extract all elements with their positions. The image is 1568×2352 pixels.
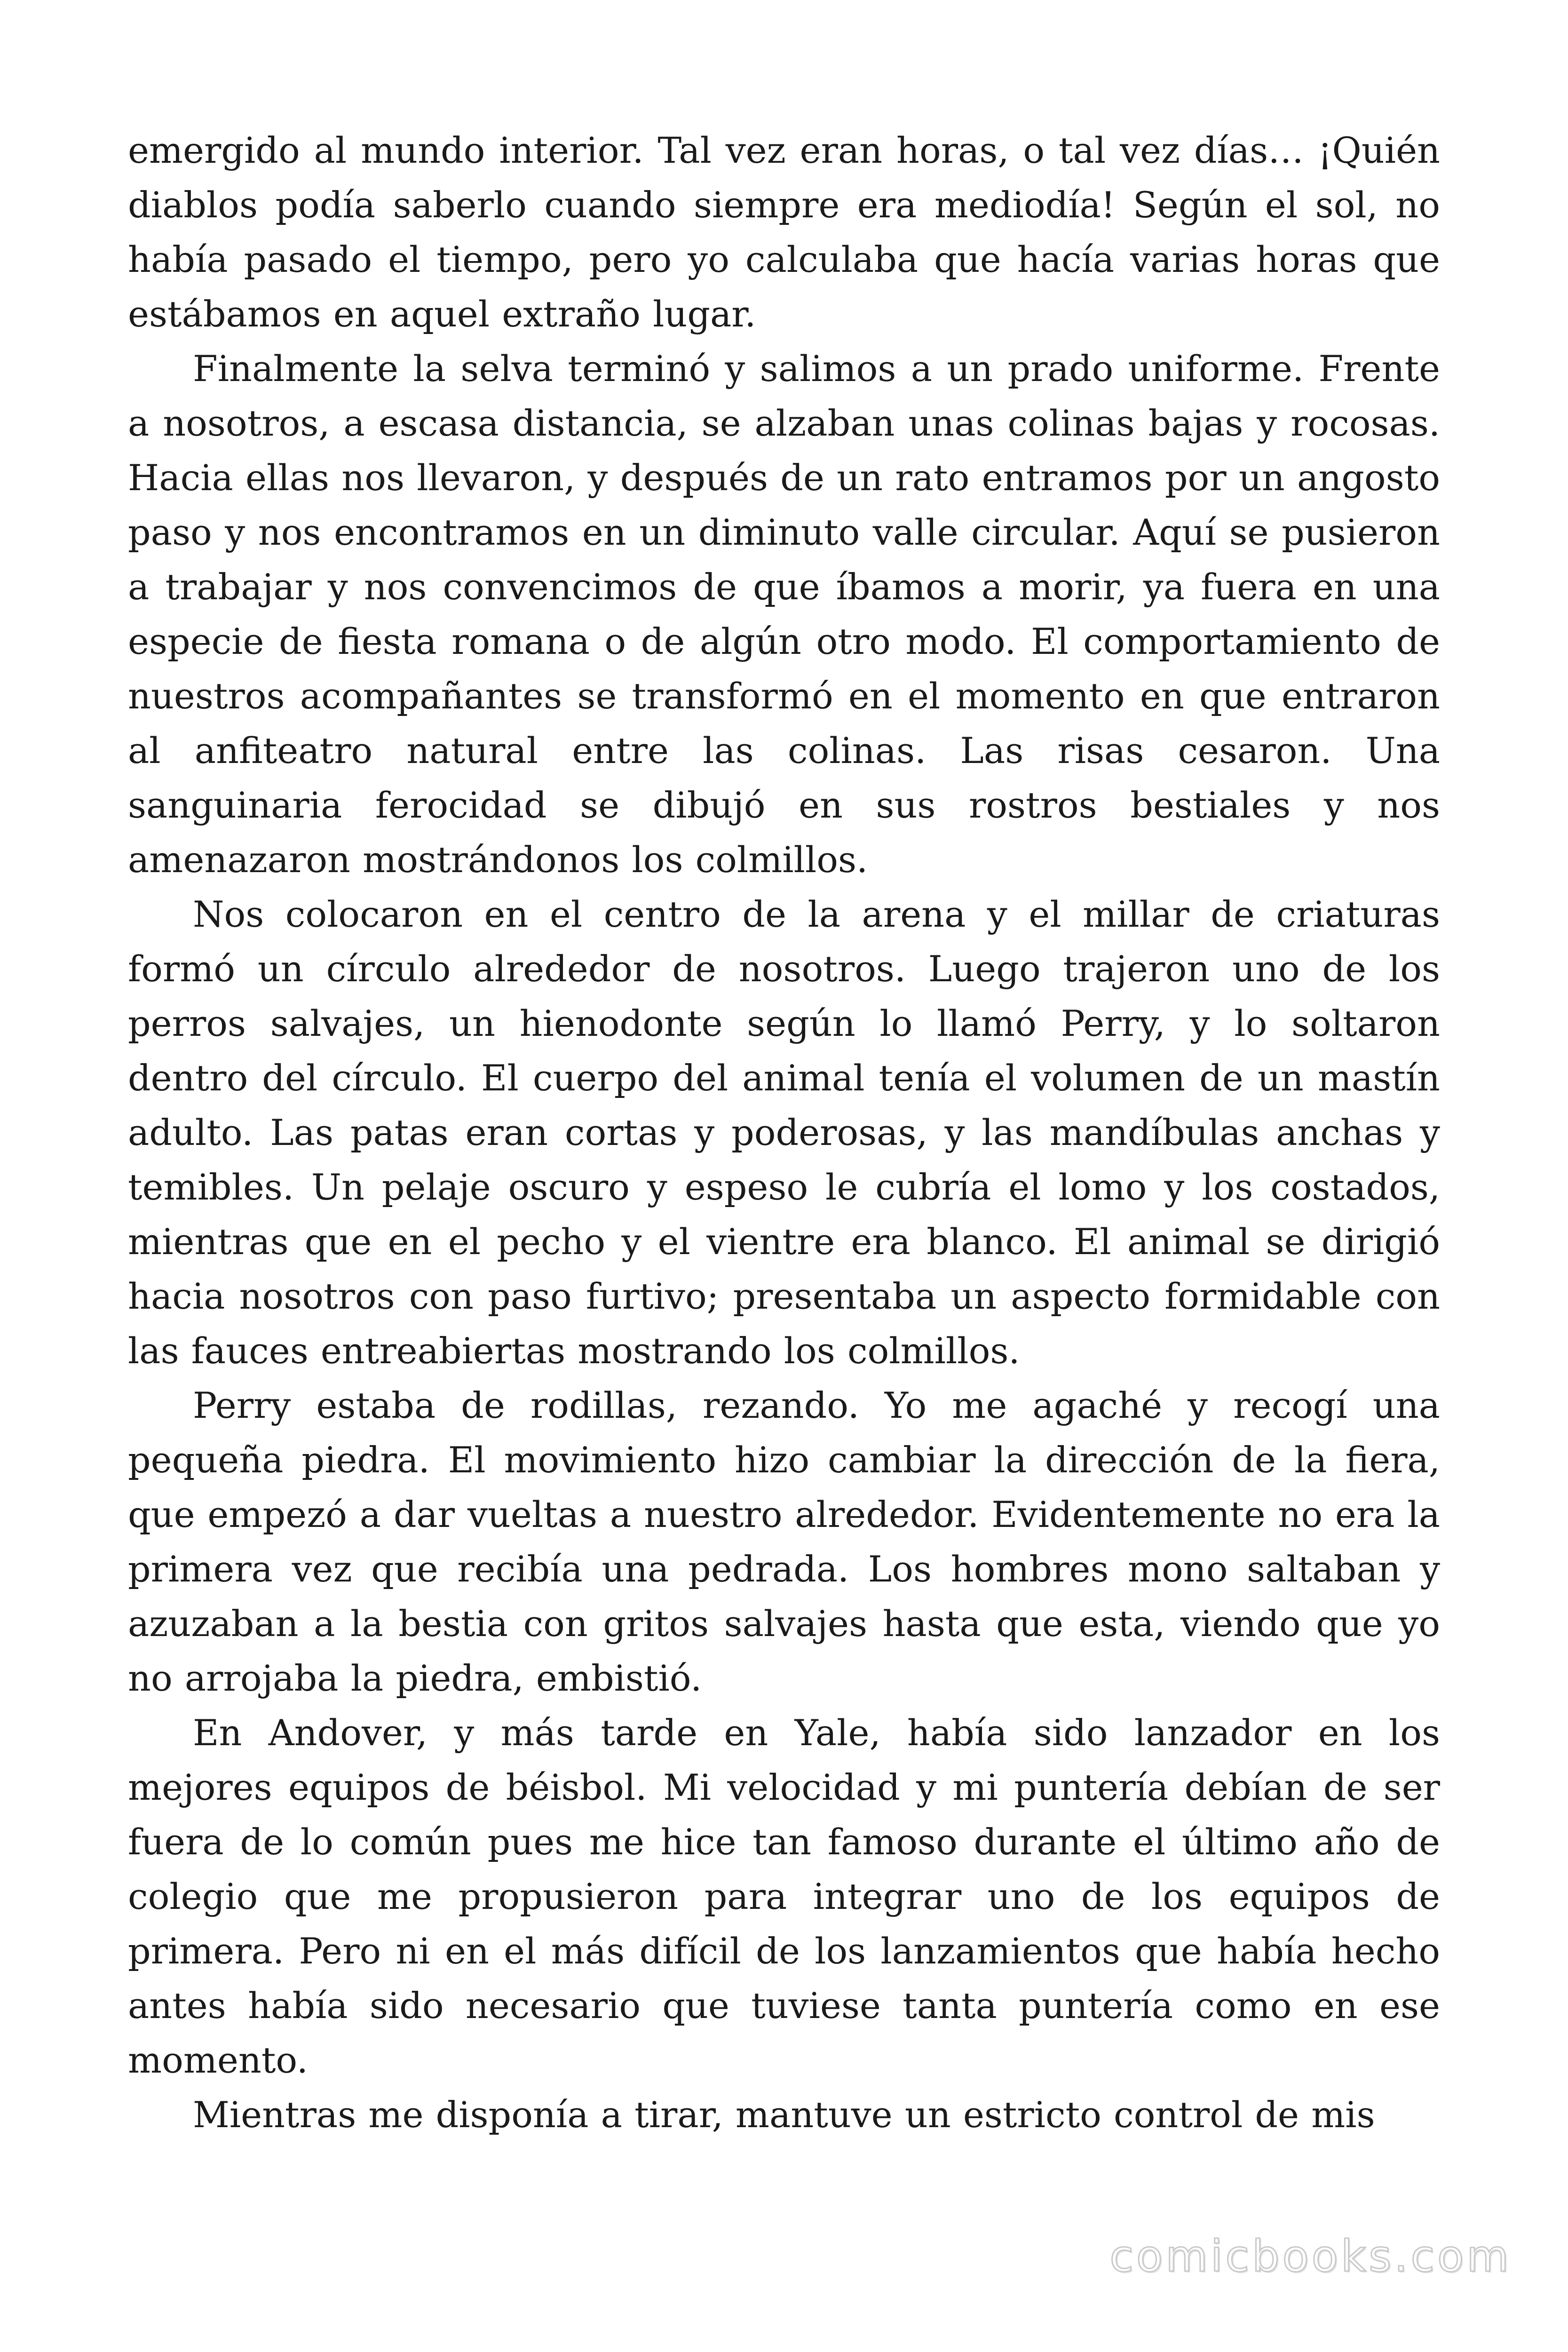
paragraph: Perry estaba de rodillas, rezando. Yo me agaché y recogí una pequeña piedra. El movimiento hizo cambiar la dirección de la fiera, que empezó a dar vueltas a nuestro alrededor. Evidentemente no era la primera vez que recibía una pedrada. Los hombres mono saltaban y azuzaban a la bestia con gritos salvajes hasta que esta, viendo que yo no arrojaba la piedra, embistió.	[128, 1384, 1440, 1699]
paragraph: Finalmente la selva terminó y salimos a un prado uniforme. Frente a nosotros, a escasa distancia, se alzaban unas colinas bajas y rocosas. Hacia ellas nos llevaron, y después de un rato entramos por un angosto paso y nos encontramos en un diminuto valle circular. Aquí se pusieron a trabajar y nos convencimos de que íbamos a morir, ya fuera en una especie de fiesta romana o de algún otro modo. El comportamiento de nuestros acompañantes se transformó en el momento en que entraron al anfiteatro natural entre las colinas. Las risas cesaron. Una sanguinaria ferocidad se dibujó en sus rostros bestiales y nos amenazaron mostrándonos los colmillos.	[128, 348, 1440, 881]
paragraph: En Andover, y más tarde en Yale, había sido lanzador en los mejores equipos de béisbol. Mi velocidad y mi puntería debían de ser fuera de lo común pues me hice tan famoso durante el último año de colegio que me propusieron para integrar uno de los equipos de primera. Pero ni en el más difícil de los lanzamientos que había hecho antes había sido necesario que tuviese tanta puntería como en ese momento.	[128, 1712, 1440, 2081]
paragraph-last: Mientras me disponía a tirar, mantuve un estricto control de mis	[193, 2094, 1375, 2136]
paragraph-continued: emergido al mundo interior. Tal vez eran horas, o tal vez días… ¡Quién diablos podía saberlo cuando siempre era mediodía! Según el sol, no había pasado el tiempo, pero yo calculaba que hacía varias horas que estábamos en aquel extraño lugar.	[128, 129, 1440, 335]
watermark: comicbooks.com	[1109, 2231, 1512, 2281]
paragraph: Nos colocaron en el centro de la arena y el millar de criaturas formó un círculo alrededor de nosotros. Luego trajeron uno de los perros salvajes, un hienodonte según lo llamó Perry, y lo soltaron dentro del círculo. El cuerpo del animal tenía el volumen de un mastín adulto. Las patas eran cortas y poderosas, y las mandíbulas anchas y temibles. Un pelaje oscuro y espeso le cubría el lomo y los costados, mientras que en el pecho y el vientre era blanco. El animal se dirigió hacia nosotros con paso furtivo; presentaba un aspecto formidable con las fauces entreabiertas mostrando los colmillos.	[128, 893, 1440, 1372]
body-text	[128, 123, 1440, 2142]
